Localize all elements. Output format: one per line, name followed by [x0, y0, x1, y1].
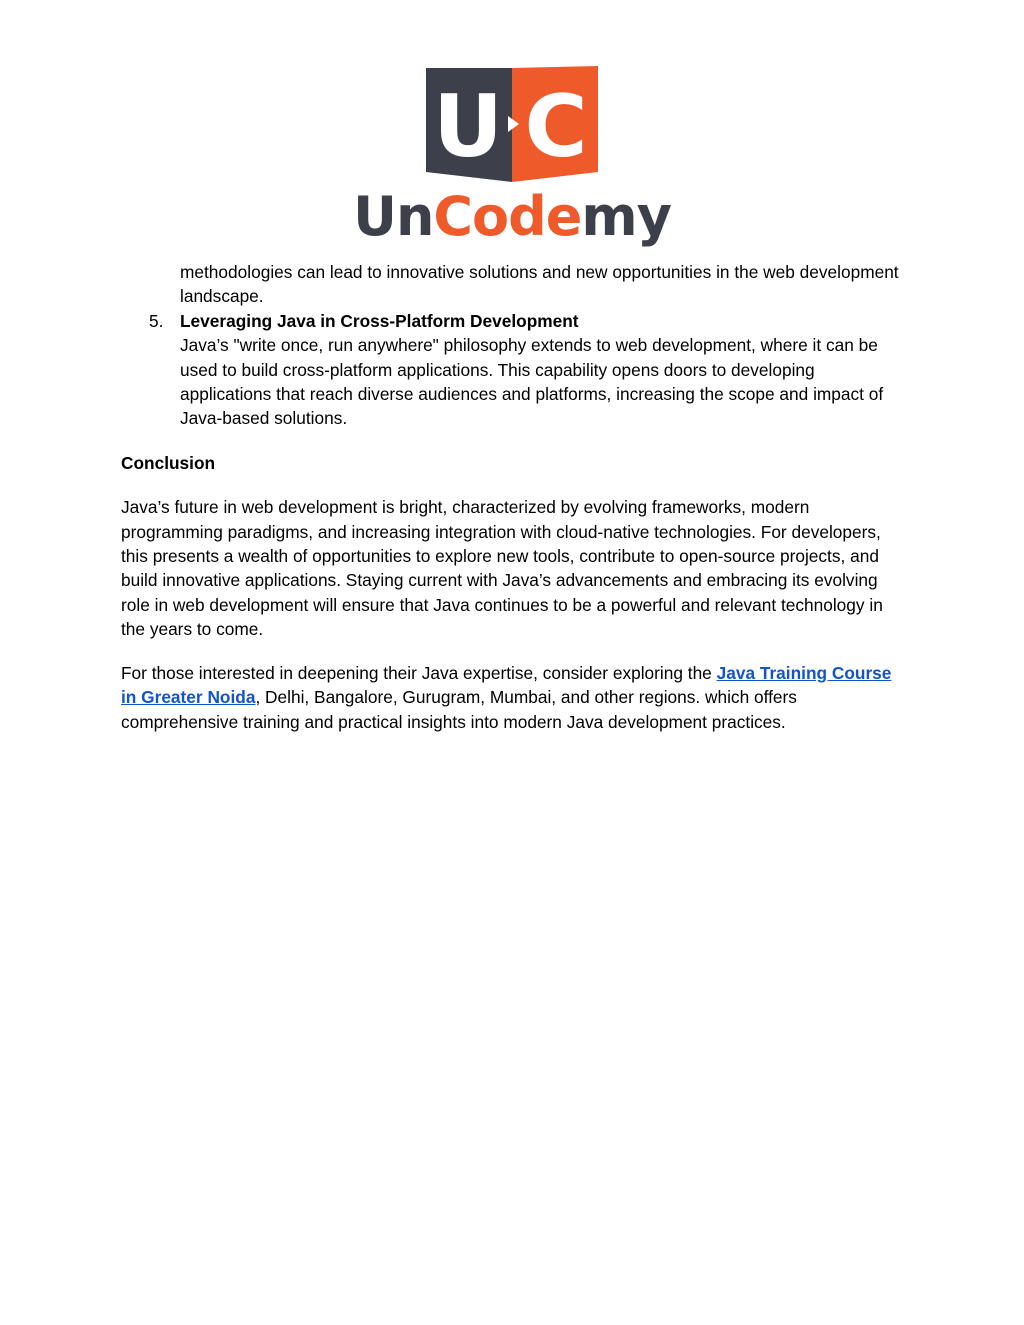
uncodemy-logo: [0, 60, 1024, 248]
list-item-body: Java’s "write once, run anywhere" philosophy extends to web development, where it can be used to build cross-platform applications. This capability opens doors to developing applications that reach diverse audiences and platforms, increasing the scope and impact of Java-based solutions.: [180, 335, 884, 429]
uc-logo-mark-icon: [422, 60, 602, 184]
list-item-title: Leveraging Java in Cross-Platform Development: [180, 310, 579, 331]
list-continuation-text: methodologies can lead to innovative solutions and new opportunities in the web development landscape.: [180, 262, 899, 307]
wordmark-part-un: Un: [353, 185, 434, 248]
logo-mark-right-letter: C: [524, 77, 588, 177]
conclusion-heading: Conclusion: [121, 452, 216, 473]
list-item-number: 5.: [149, 310, 164, 331]
document-body: [121, 260, 901, 734]
java-training-course-link[interactable]: Java Training Course in Greater Noida: [121, 662, 892, 708]
list-item-5: [121, 309, 901, 431]
paragraph-2-intro: For those interested in deepening their Java expertise, consider exploring the: [121, 662, 717, 683]
wordmark-part-code: Code: [433, 185, 582, 248]
logo-wordmark: [353, 185, 671, 248]
paragraph-2-rest: , Delhi, Bangalore, Gurugram, Mumbai, and other regions. which offers comprehensive training and practical insights into modern Java development practices.: [121, 687, 797, 732]
wordmark-part-my: my: [581, 185, 671, 248]
conclusion-paragraph-1: Java’s future in web development is bright, characterized by evolving frameworks, modern programming paradigms, and increasing integration with cloud-native technologies. For developers, this presents a wealth of opportunities to explore new tools, contribute to open-source projects, and build innovative applications. Staying current with Java’s advancements and embracing its evolving role in web development will ensure that Java continues to be a powerful and relevant technology in the years to come.: [121, 497, 883, 640]
conclusion-paragraph-2: [121, 661, 901, 734]
logo-mark-left-letter: U: [433, 77, 503, 177]
